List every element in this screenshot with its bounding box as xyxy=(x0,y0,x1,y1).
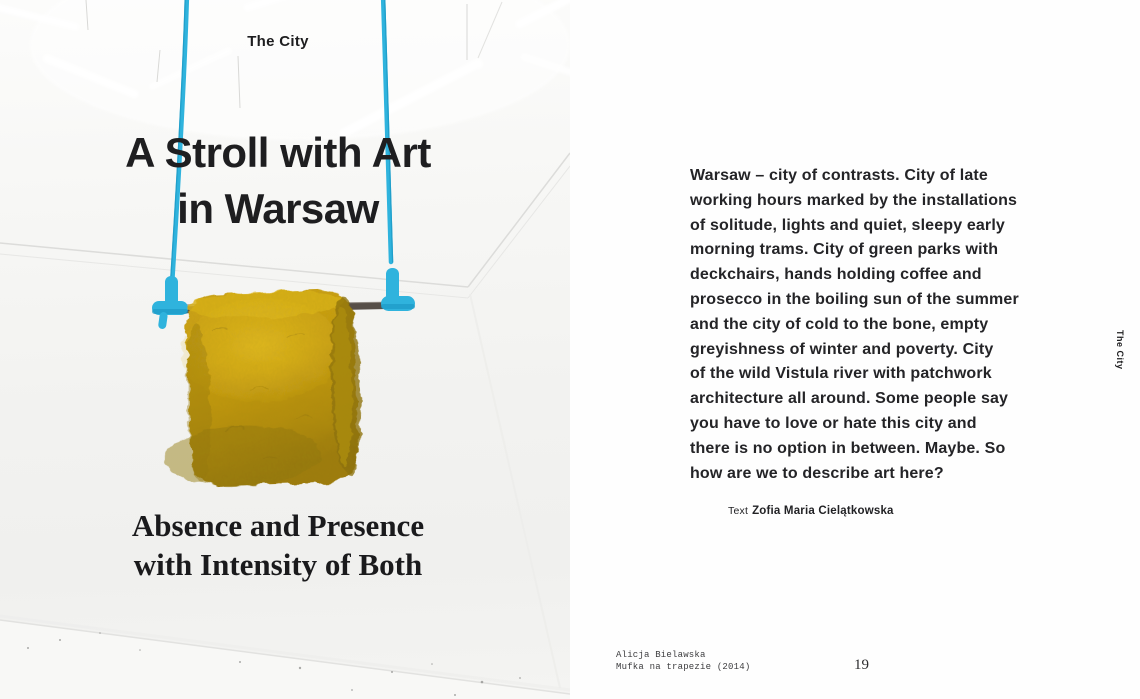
text-line: architecture all around. Some people say xyxy=(690,390,1009,408)
text-line: and the city of cold to the bone, empty xyxy=(690,315,989,333)
section-label: The City xyxy=(247,33,309,50)
artwork-caption xyxy=(616,650,750,673)
text-line: of the wild Vistula river with patchwork xyxy=(690,365,992,383)
credit-author-name: Zofia Maria Cielątkowska xyxy=(752,505,894,517)
text-line: deckchairs, hands holding coffee and xyxy=(690,266,982,284)
text-line: Warsaw – city of contrasts. City of late xyxy=(690,167,988,184)
article-title xyxy=(0,125,563,237)
text-line: how are we to describe art here? xyxy=(690,464,944,482)
text-line: greyishness of winter and poverty. City xyxy=(690,340,994,358)
rope-knot-left xyxy=(152,276,188,329)
right-page-text xyxy=(570,0,1140,699)
text-line: A Stroll with Art xyxy=(125,129,431,176)
page-number: 19 xyxy=(854,657,869,673)
body-paragraph xyxy=(690,164,1019,486)
text-line: Alicja Bielawska xyxy=(616,650,706,660)
fur-muff-artwork xyxy=(159,288,365,489)
article-subtitle xyxy=(0,506,563,584)
gallery-floor xyxy=(0,616,570,699)
text-line: you have to love or hate this city and xyxy=(690,414,977,432)
text-line: working hours marked by the installations xyxy=(690,191,1018,209)
rope-knot-right xyxy=(381,268,415,311)
text-line: prosecco in the boiling sun of the summer xyxy=(690,290,1019,308)
text-line: Absence and Presence xyxy=(131,508,425,543)
text-line: there is no option in between. Maybe. So xyxy=(690,439,1006,457)
ceiling-glow xyxy=(30,0,570,140)
text-line: of solitude, lights and quiet, sleepy early xyxy=(690,216,1005,234)
text-line: Mufka na trapezie (2014) xyxy=(616,661,751,672)
author-credit xyxy=(728,501,894,519)
text-line: with Intensity of Both xyxy=(133,547,423,582)
credit-label: Text xyxy=(728,505,749,517)
text-line: in Warsaw xyxy=(177,185,379,232)
text-line: morning trams. City of green parks with xyxy=(690,241,999,259)
edge-section-label: The City xyxy=(1115,330,1125,370)
